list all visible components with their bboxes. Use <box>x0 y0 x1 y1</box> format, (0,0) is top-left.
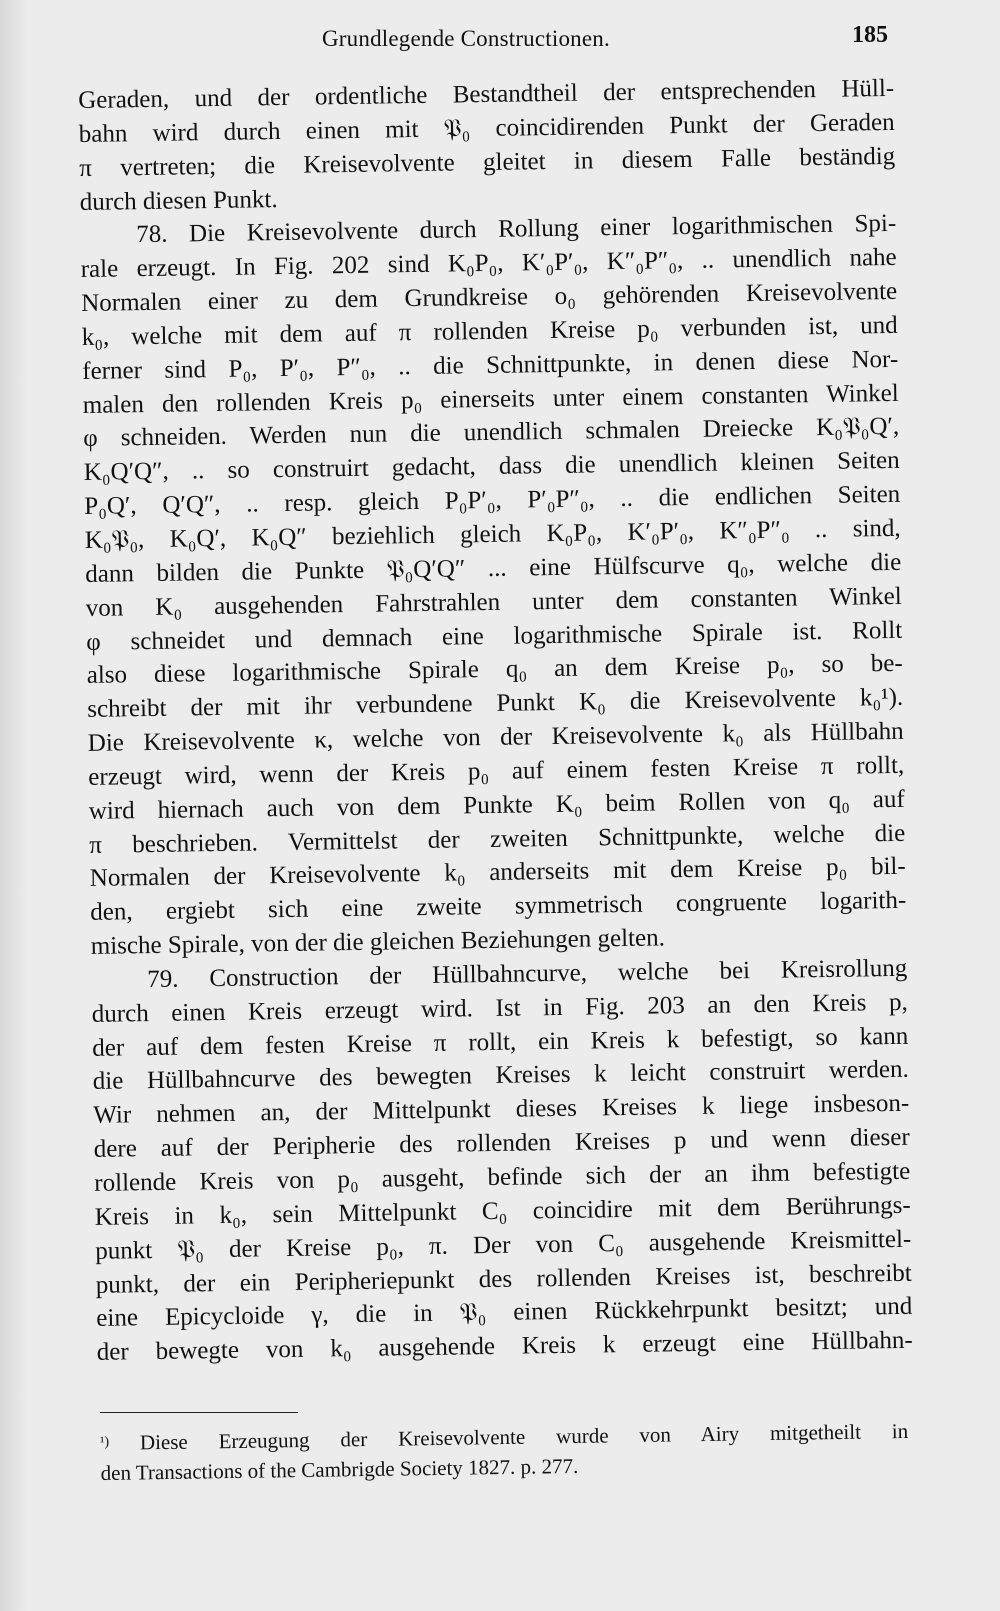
section-78-heading-line: 78. Die Kreisevolvente durch Rollung einer logarithmischen Spi- <box>136 210 897 249</box>
text-line: rale erzeugt. In Fig. 202 sind K₀P₀, K′₀P′₀, K″₀P″₀, .. unendlich nahe <box>80 244 897 284</box>
footnote-marker: ¹) <box>100 1434 110 1450</box>
text-line: den, ergiebt sich eine zweite symmetrisch congruente logarith- <box>90 887 907 927</box>
text-line: Geraden, und der ordentliche Bestandtheil der entsprechenden Hüll- <box>78 74 895 114</box>
text-line: Normalen einer zu dem Grundkreise o₀ gehörenden Kreisevolvente <box>81 277 898 318</box>
text-line: Kreis in k₀, sein Mittelpunkt C₀ coincidire mit dem Berührungs- <box>94 1191 911 1231</box>
text-line: Normalen der Kreisevolvente k₀ anderseits mit dem Kreise p₀ bil- <box>89 853 906 893</box>
text-line: bahn wird durch einen mit 𝔓₀ coincidirenden Punkt der Geraden <box>78 108 895 148</box>
text-line: φ schneidet und demnach eine logarithmische Spirale ist. Rollt <box>86 616 903 656</box>
footnotes <box>100 1416 909 1488</box>
text-line: eine Epicycloide γ, die in 𝔓₀ einen Rückkehrpunkt besitzt; und <box>96 1293 913 1333</box>
text-line: wird hiernach auch von dem Punkte K₀ beim Rollen von q₀ auf <box>88 785 905 825</box>
text-line: malen den rollenden Kreis p₀ einerseits unter einem constanten Winkel <box>82 379 899 419</box>
text-line: von K₀ ausgehenden Fahrstrahlen unter dem constanten Winkel <box>85 582 902 622</box>
running-head: Grundlegende Constructionen. <box>322 26 610 51</box>
main-text <box>78 72 913 1370</box>
footnote-text-1: Diese Erzeugung der Kreisevolvente wurde von Airy mitgetheilt in <box>139 1419 909 1455</box>
text-line: also diese logarithmische Spirale q₀ an dem Kreise p₀, so be- <box>86 650 903 690</box>
text-line: durch diesen Punkt. <box>79 185 278 216</box>
text-line: mische Spirale, von der die gleichen Beziehungen gelten. <box>90 924 666 960</box>
text-line: die Hüllbahncurve des bewegten Kreises k leicht construirt werden. <box>92 1056 909 1096</box>
text-line: dere auf der Peripherie des rollenden Kreises p und wenn dieser <box>93 1123 910 1164</box>
text-line: der bewegte von k₀ ausgehende Kreis k erzeugt eine Hüllbahn- <box>96 1326 913 1367</box>
text-line: dann bilden die Punkte 𝔓₀Q′Q″ ... eine Hülfscurve q₀, welche die <box>85 548 902 588</box>
page-header <box>0 18 1000 58</box>
text-line: durch einen Kreis erzeugt wird. Ist in Fig. 203 an den Kreis p, <box>91 988 908 1028</box>
text-line: k₀, welche mit dem auf π rollenden Kreise p₀ verbunden ist, und <box>81 311 898 351</box>
text-line: P₀Q′, Q′Q″, .. resp. gleich P₀P′₀, P′₀P″₀, .. die endlichen Seiten <box>84 480 901 521</box>
footnote-line-2: den Transactions of the Cambrigde Society 1827. p. 277. <box>100 1453 579 1485</box>
text-line: ferner sind P₀, P′₀, P″₀, .. die Schnittpunkte, in denen diese Nor- <box>82 345 899 385</box>
text-line: punkt, der ein Peripheriepunkt des rollenden Kreises ist, beschreibt <box>95 1259 912 1299</box>
page-number: 185 <box>852 22 888 48</box>
text-line: erzeugt wird, wenn der Kreis p₀ auf einem festen Kreise π rollt, <box>88 751 905 791</box>
text-line: rollende Kreis von p₀ ausgeht, befinde sich der an ihm befestigte <box>94 1157 911 1197</box>
section-79-heading-line: 79. Construction der Hüllbahncurve, welche bei Kreisrollung <box>147 954 908 994</box>
text-line: punkt 𝔓₀ der Kreise p₀, π. Der von C₀ ausgehende Kreismittel- <box>95 1225 912 1265</box>
text-line: K₀Q′Q″, .. so construirt gedacht, dass die unendlich kleinen Seiten <box>83 447 900 487</box>
text-line: schreibt der mit ihr verbundene Punkt K₀ die Kreisevolvente k₀¹). <box>87 684 904 724</box>
text-line: der auf dem festen Kreise π rollt, ein Kreis k befestigt, so kann <box>92 1022 909 1062</box>
text-line: π beschrieben. Vermittelst der zweiten Schnittpunkte, welche die <box>89 819 906 859</box>
text-line: Wir nehmen an, der Mittelpunkt dieses Kreises k liege insbeson- <box>93 1090 910 1130</box>
scan-edge-shadow <box>0 0 28 1611</box>
text-line: K₀𝔓₀, K₀Q′, K₀Q″ beziehlich gleich K₀P₀, K′₀P′₀, K″₀P″₀ .. sind, <box>84 514 901 554</box>
text-line: π vertreten; die Kreisevolvente gleitet in diesem Falle beständig <box>79 142 896 182</box>
footnote-divider <box>100 1412 298 1413</box>
text-line: φ schneiden. Werden nun die unendlich schmalen Dreiecke K₀𝔓₀Q′, <box>83 413 900 453</box>
text-line: Die Kreisevolvente κ, welche von der Kreisevolvente k₀ als Hüllbahn <box>87 717 904 757</box>
